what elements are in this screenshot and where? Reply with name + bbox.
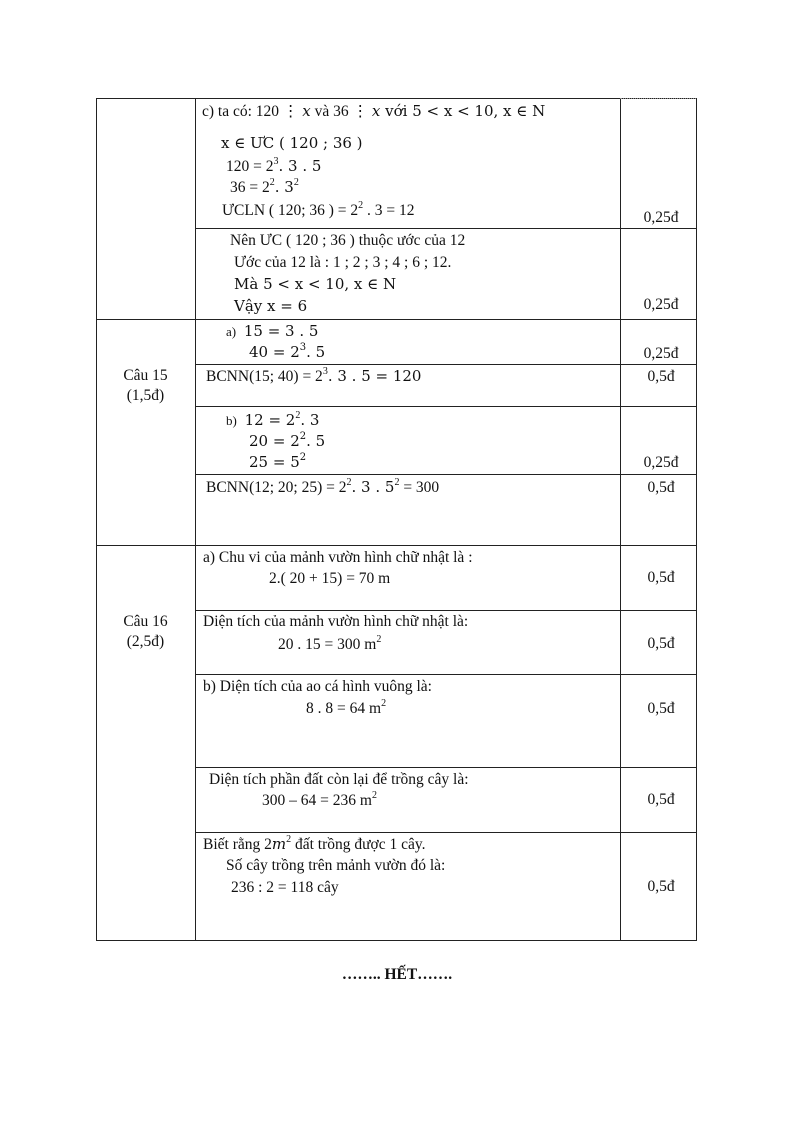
q14c-line2: x ∈ ƯC ( 120 ; 36 ): [221, 134, 363, 152]
q14c-line8: Mà 5 < x < 10, x ∈ N: [234, 275, 397, 293]
table-border-bottom: [96, 940, 697, 941]
q15b-line1: b) $12 = 2^2$. 3: [226, 409, 320, 429]
q14c-line7: Ước của 12 là : 1 ; 2 ; 3 ; 4 ; 6 ; 12.: [234, 254, 452, 271]
row-divider: [195, 406, 696, 407]
q15a-line2: $40 = 2^3$. 5: [249, 342, 326, 361]
q14c-line5: ƯCLN ( 120; 36 ) = $2^2$ . 3 = 12: [222, 199, 415, 219]
q14c-line4: $36 = 2^2$. $3^2$: [230, 176, 299, 196]
q15b-line3: $25 = 5^2$: [249, 452, 307, 471]
q15b-bcnn-score: 0,5đ: [647, 479, 675, 496]
row-divider: [195, 610, 696, 611]
q16-r2-score: 0,5đ: [647, 635, 675, 652]
q16-r3-score: 0,5đ: [647, 700, 675, 717]
q14c-line3: $120 = 2^3$. 3 . 5: [226, 155, 322, 175]
q16-r5-line2: Số cây trồng trên mảnh vườn đó là:: [226, 857, 446, 874]
q16-r2-line1: Diện tích của mảnh vườn hình chữ nhật là:: [203, 613, 469, 630]
q15b-bcnn: BCNN(12; 20; $25) = 2^2$. 3 . $5^2 = 300$: [206, 476, 440, 496]
q15b-line2: $20 = 2^2$. 5: [249, 431, 326, 450]
q16-r1-line1: a) Chu vi của mảnh vườn hình chữ nhật là :: [203, 549, 473, 566]
column-divider-1: [195, 98, 196, 941]
q16-r4-score: 0,5đ: [647, 791, 675, 808]
q15a-bcnn: BCNN(15; $40) = 2^3$. 3 . 5 = 120: [206, 365, 422, 385]
q16-r1-line2: 2.( 20 + 15) = 70 m: [269, 570, 391, 587]
q14c-line6: Nên ƯC ( 120 ; 36 ) thuộc ước của 12: [230, 232, 466, 249]
q16-r5-line3: 236 : 2 = 118 cây: [231, 879, 339, 896]
q14c-line9: Vậy x = 6: [234, 297, 308, 315]
row-divider: [195, 228, 696, 229]
table-top-dotted: [620, 98, 696, 99]
table-border-right: [696, 98, 697, 941]
q16-points: (2,5đ): [126, 633, 165, 650]
q15a-score: 0,25đ: [643, 345, 679, 362]
row-divider: [195, 674, 696, 675]
q16-r4-line1: Diện tích phần đất còn lại để trồng cây là:: [209, 771, 469, 788]
q14c-line1: c) ta có: 120 ⋮ x và 36 ⋮ x với 5 < x < 10, x ∈ N: [202, 102, 546, 120]
column-divider-2: [620, 98, 621, 941]
q15-points: (1,5đ): [126, 387, 165, 404]
end-marker: …….. HẾT…….: [341, 966, 453, 983]
row-divider: [96, 545, 697, 546]
q16-r4-line2: 300 – 64 = 236 $m^2$: [262, 789, 377, 809]
row-divider: [96, 319, 697, 320]
q16-r1-score: 0,5đ: [647, 569, 675, 586]
table-border-top: [96, 98, 697, 99]
q15-number: Câu 15: [123, 367, 168, 384]
q16-number: Câu 16: [123, 613, 168, 630]
row-divider: [195, 364, 696, 365]
q15a-bcnn-score: 0,5đ: [647, 368, 675, 385]
q16-r2-line2: 20 . 15 = 300 $m^2$: [278, 633, 382, 653]
q16-r5-line1: Biết rằng $2m^2$ đất trồng được 1 cây.: [203, 833, 426, 853]
q14c-score-2: 0,25đ: [643, 296, 679, 313]
q15a-line1: a) 15 = 3 . 5: [226, 322, 319, 340]
row-divider: [195, 474, 696, 475]
row-divider: [195, 832, 696, 833]
answer-table: [96, 98, 697, 941]
q16-r3-line1: b) Diện tích của ao cá hình vuông là:: [203, 678, 432, 695]
q15-label: [96, 366, 195, 406]
q16-r5-score: 0,5đ: [647, 878, 675, 895]
q16-r3-line2: 8 . 8 = 64 $m^2$: [306, 697, 387, 717]
row-divider: [195, 767, 696, 768]
table-border-left: [96, 98, 97, 941]
q14c-score-1: 0,25đ: [643, 209, 679, 226]
q16-label: [96, 612, 195, 652]
q15b-score: 0,25đ: [643, 454, 679, 471]
